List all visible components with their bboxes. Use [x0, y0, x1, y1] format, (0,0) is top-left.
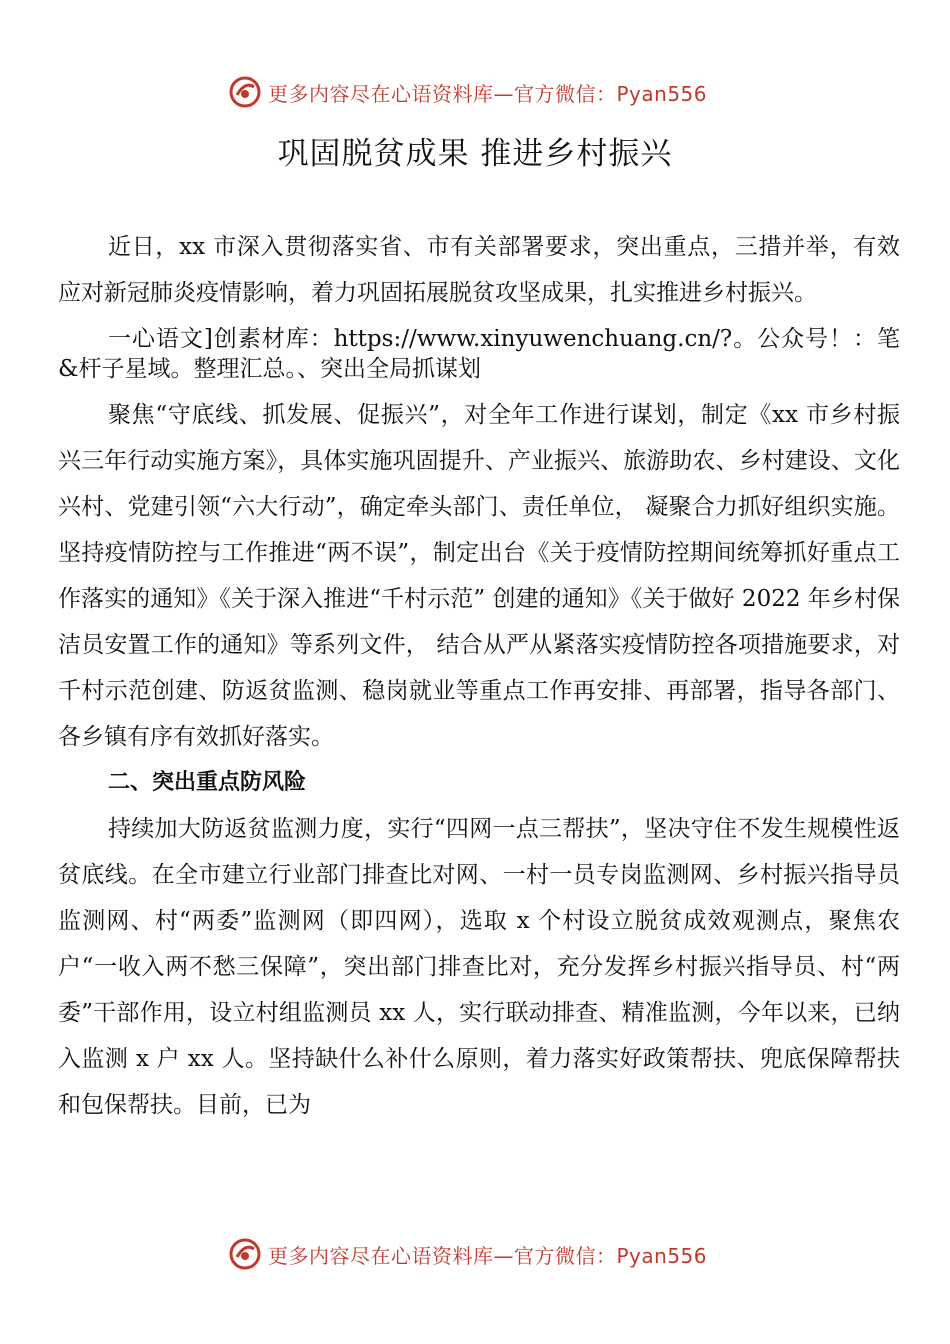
section-1-paragraph: 聚焦“守底线、抓发展、促振兴”，对全年工作进行谋划，制定《xx 市乡村振兴三年行动实施方案》，具体实施巩固提升、产业振兴、旅游助农、乡村建设、文化兴村、党建引领“六大行动”，确定牵头部门、责任单位， 凝聚合力抓好组织实施。坚持疫情防控与工作推进“两不误”，制定出台《关于疫情防控期间统筹抓好重点工作落实的通知》《关于深入推进“千村示范” 创建的通知》《关于做好 2022 年乡村保洁员安置工作的通知》等系列文件， 结合从严从紧落实疫情防控各项措施要求，对千村示范创建、防返贫监测、稳岗就业等重点工作再安排、再部署，指导各部门、各乡镇有序有效抓好落实。 [58, 402, 900, 750]
intro-paragraph: 近日，xx 市深入贯彻落实省、市有关部署要求，突出重点，三措并举，有效应对新冠肺炎疫情影响，着力巩固拓展脱贫攻坚成果，扎实推进乡村振兴。 [58, 234, 900, 306]
brand-logo-icon [228, 1237, 262, 1271]
document-body [58, 224, 900, 1128]
document-title: 巩固脱贫成果 推进乡村振兴 [277, 136, 673, 172]
section-2-paragraph: 持续加大防返贫监测力度，实行“四网一点三帮扶”，坚决守住不发生规模性返贫底线。在全市建立行业部门排查比对网、一村一员专岗监测网、乡村振兴指导员监测网、村“两委”监测网（即四网），选取 x 个村设立脱贫成效观测点，聚焦农户“一收入两不愁三保障”，突出部门排查比对，充分发挥乡村振兴指导员、村“两委”干部作用，设立村组监测员 xx 人，实行联动排查、精准监测，今年以来，已纳入监测 x 户 xx 人。坚持缺什么补什么原则，着力落实好政策帮扶、兜底保障帮扶和包保帮扶。目前，已为 [58, 816, 900, 1118]
footer-watermark-banner [228, 1236, 707, 1272]
footer-watermark-text: 更多内容尽在心语资料库—官方微信：Pyan556 [268, 1243, 708, 1268]
header-watermark-text: 更多内容尽在心语资料库—官方微信：Pyan556 [268, 81, 708, 106]
brand-logo-icon [228, 75, 262, 109]
source-note-paragraph: 一心语文]创素材库：https://www.xinyuwenchuang.cn/?。公众号！：笔&杆子星域。整理汇总。、突出全局抓谋划 [58, 326, 900, 382]
section-2-heading: 二、突出重点防风险 [108, 770, 307, 795]
header-watermark-banner [228, 74, 707, 110]
